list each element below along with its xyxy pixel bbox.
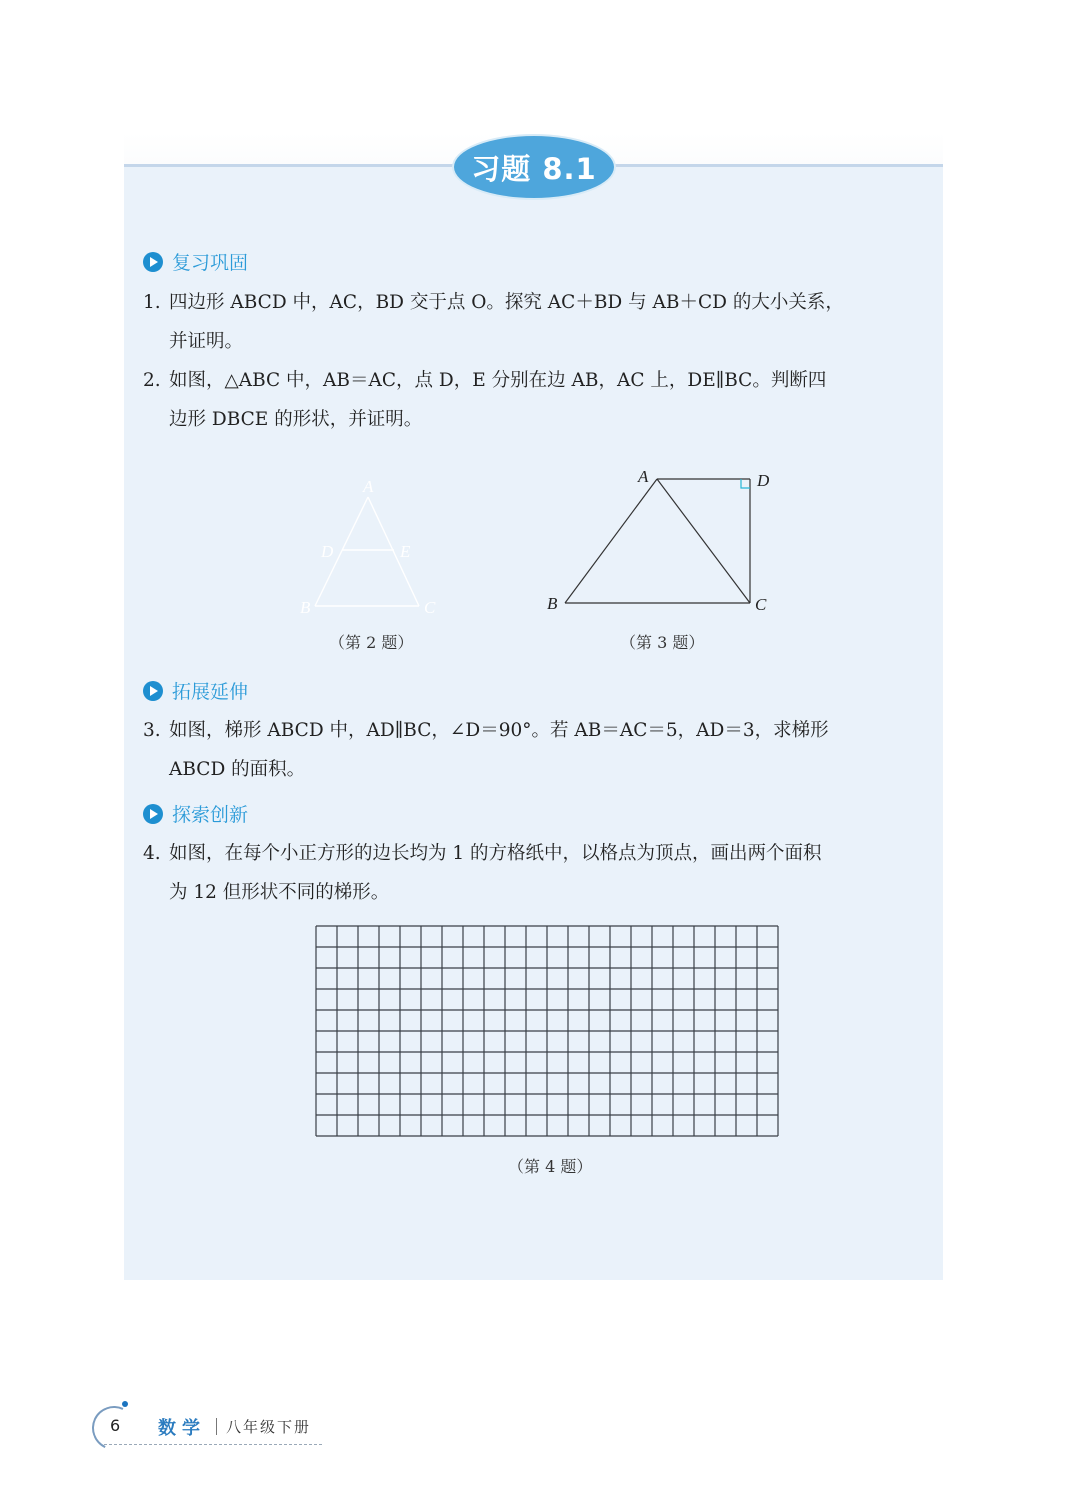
exercise-title: 习题 8.1: [471, 151, 597, 186]
question-text-line2: 边形 DBCE 的形状，并证明。: [169, 409, 423, 430]
question-number: 3.: [143, 720, 161, 741]
question-number: 1.: [143, 292, 161, 313]
question-text-line1: 如图，在每个小正方形的边长均为 1 的方格纸中，以格点为顶点，画出两个面积: [169, 843, 822, 864]
play-circle-icon: [143, 252, 163, 272]
question-text-line2: ABCD 的面积。: [169, 759, 306, 780]
segment-ac: [657, 479, 750, 603]
figure-2-triangle: [290, 470, 460, 620]
exercise-title-badge: [452, 134, 616, 200]
footer-subject: 数学: [158, 1418, 206, 1439]
question-3: [143, 711, 928, 789]
label-c: C: [755, 595, 767, 614]
section-label: 复习巩固: [172, 252, 249, 274]
footer-dot-decoration: [122, 1401, 128, 1407]
figure-2-caption: （第 2 题）: [329, 633, 414, 652]
footer-separator: [216, 1418, 217, 1435]
play-circle-icon: [143, 681, 163, 701]
section-explore: [143, 800, 248, 827]
section-label: 拓展延伸: [172, 681, 249, 703]
section-review: [143, 248, 248, 275]
question-text-line1: 如图，梯形 ABCD 中，AD∥BC，∠D＝90°。若 AB＝AC＝5，AD＝3，求梯形: [169, 720, 829, 741]
question-4: [143, 834, 928, 912]
label-d: D: [757, 471, 770, 490]
play-circle-icon: [143, 804, 163, 824]
segment-ac: [368, 497, 419, 606]
figure-3-trapezoid: [530, 460, 790, 620]
section-extend: [143, 677, 248, 704]
segment-ab: [565, 479, 657, 603]
figure-4-grid-paper: [314, 924, 780, 1138]
question-text-line2: 为 12 但形状不同的梯形。: [169, 882, 390, 903]
question-1: [143, 283, 928, 361]
label-b: B: [300, 598, 311, 617]
question-text-line2: 并证明。: [169, 331, 244, 352]
question-text-line1: 四边形 ABCD 中，AC，BD 交于点 O。探究 AC＋BD 与 AB＋CD 的大小关系，: [169, 292, 844, 313]
question-2: [143, 361, 928, 439]
label-d: D: [321, 542, 334, 561]
label-a: A: [363, 477, 374, 496]
footer-grade: 八年级下册: [226, 1418, 312, 1436]
page-footer: [90, 1398, 500, 1450]
label-b: B: [547, 594, 558, 613]
page-number: 6: [110, 1416, 121, 1435]
section-label: 探索创新: [172, 804, 249, 826]
footer-dashed-line: [104, 1444, 322, 1445]
label-a: A: [638, 467, 649, 486]
figure-3-caption: （第 3 题）: [620, 633, 705, 652]
label-e: E: [400, 542, 411, 561]
right-angle-mark: [741, 479, 750, 488]
question-number: 2.: [143, 370, 161, 391]
question-text-line1: 如图，△ABC 中，AB＝AC，点 D，E 分别在边 AB，AC 上，DE∥BC。判断四: [169, 370, 827, 391]
question-number: 4.: [143, 843, 161, 864]
figure-4-caption: （第 4 题）: [508, 1157, 593, 1176]
label-c: C: [424, 598, 436, 617]
